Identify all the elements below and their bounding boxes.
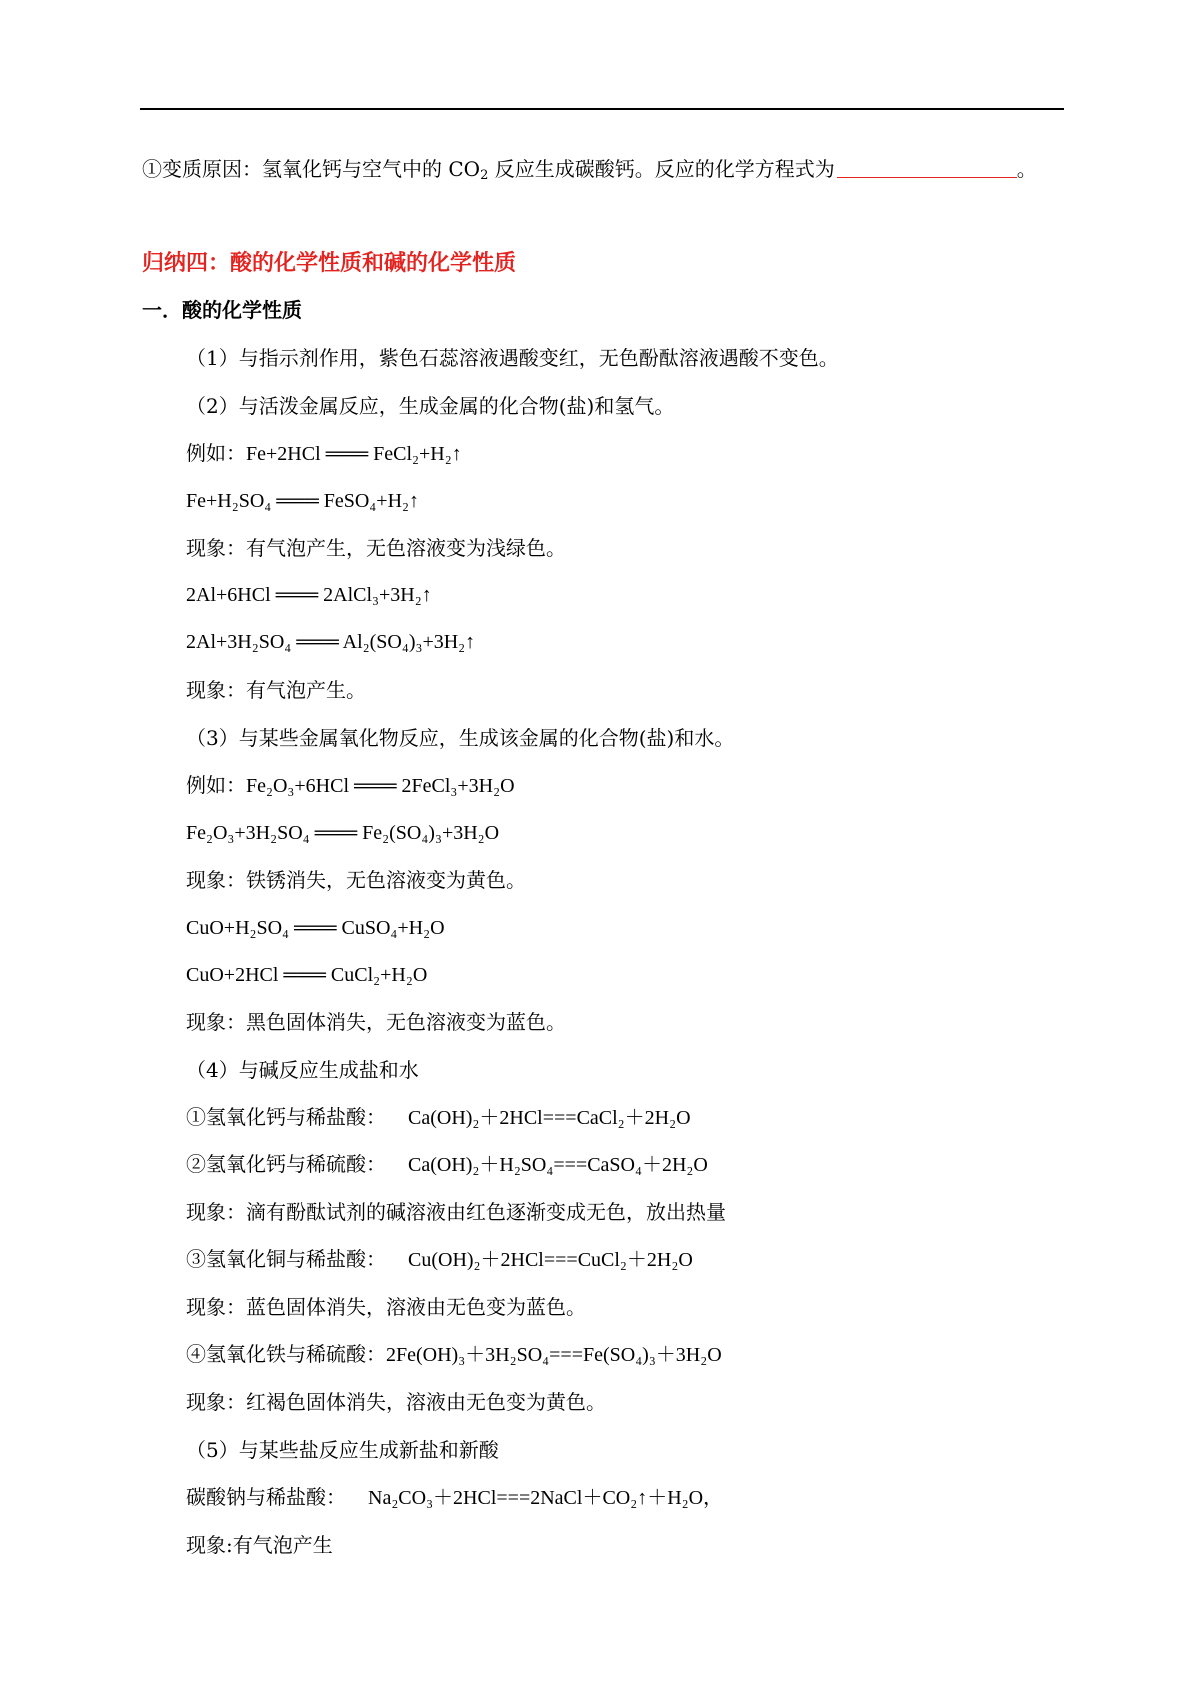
equation: CuO+H₂SO₄ ═══ CuSO₄+H₂O — [186, 917, 445, 939]
equation: Ca(OH)₂＋2HCl===CaCl₂＋2H₂O — [408, 1107, 691, 1129]
equation-line — [186, 772, 515, 800]
observation: 现象：滴有酚酞试剂的碱溶液由红色逐渐变成无色，放出热量 — [186, 1200, 726, 1224]
reaction-label: ②氢氧化钙与稀硫酸： — [186, 1154, 386, 1176]
equation: Fe+H₂SO₄ ═══ FeSO₄+H₂↑ — [186, 490, 419, 512]
reaction-label: 碳酸钠与稀盐酸： — [186, 1487, 346, 1509]
observation: 现象：铁锈消失，无色溶液变为黄色。 — [186, 868, 526, 892]
equation-line — [186, 1246, 693, 1274]
example-label: 例如： — [186, 775, 246, 797]
item-4: （4）与碱反应生成盐和水 — [186, 1058, 419, 1082]
reaction-label: ③氢氧化铜与稀盐酸： — [186, 1249, 386, 1271]
equation-line — [186, 1151, 708, 1179]
equation: 2Al+3H₂SO₄ ═══ Al₂(SO₄)₃+3H₂↑ — [186, 631, 476, 653]
example-label: 例如： — [186, 443, 246, 465]
item-3: （3）与某些金属氧化物反应，生成该金属的化合物(盐)和水。 — [186, 726, 735, 750]
observation: 现象：黑色固体消失，无色溶液变为蓝色。 — [186, 1010, 566, 1034]
observation: 现象：红褐色固体消失，溶液由无色变为黄色。 — [186, 1390, 606, 1414]
observation: 现象:有气泡产生 — [186, 1533, 333, 1557]
reaction-label: ④氢氧化铁与稀硫酸： — [186, 1344, 386, 1366]
equation-line — [186, 440, 462, 468]
item-1: （1）与指示剂作用，紫色石蕊溶液遇酸变红，无色酚酞溶液遇酸不变色。 — [186, 346, 839, 370]
equation: Fe₂O₃+6HCl ═══ 2FeCl₃+3H₂O — [246, 775, 515, 797]
section-title: 归纳四：酸的化学性质和碱的化学性质 — [142, 250, 517, 276]
intro-sub: 2 — [480, 168, 489, 183]
intro-suffix: 反应生成碳酸钙。反应的化学方程式为 — [488, 157, 835, 181]
equation: 2Al+6HCl ═══ 2AlCl₃+3H₂↑ — [186, 584, 432, 606]
answer-blank[interactable] — [837, 157, 1017, 178]
equation: Fe₂O₃+3H₂SO₄ ═══ Fe₂(SO₄)₃+3H₂O — [186, 822, 500, 844]
intro-prefix: ①变质原因：氢氧化钙与空气中的 CO — [142, 157, 481, 181]
intro-end: 。 — [1016, 157, 1037, 181]
item-2: （2）与活泼金属反应，生成金属的化合物(盐)和氢气。 — [186, 394, 675, 418]
equation: Na₂CO₃＋2HCl===2NaCl＋CO₂↑＋H₂O， — [368, 1487, 724, 1509]
header-rule — [140, 108, 1064, 110]
subsection-title: 一．酸的化学性质 — [142, 298, 302, 322]
observation: 现象：有气泡产生。 — [186, 678, 366, 702]
observation: 现象：蓝色固体消失，溶液由无色变为蓝色。 — [186, 1295, 586, 1319]
equation: 2Fe(OH)₃＋3H₂SO₄===Fe(SO₄)₃＋3H₂O — [386, 1344, 722, 1366]
intro-line — [142, 155, 1037, 183]
equation: Ca(OH)₂＋H₂SO₄===CaSO₄＋2H₂O — [408, 1154, 708, 1176]
equation-line — [186, 1484, 723, 1512]
observation: 现象：有气泡产生，无色溶液变为浅绿色。 — [186, 536, 566, 560]
equation: Cu(OH)₂＋2HCl===CuCl₂＋2H₂O — [408, 1249, 693, 1271]
equation-line — [186, 1104, 691, 1132]
equation-line — [186, 1341, 722, 1369]
reaction-label: ①氢氧化钙与稀盐酸： — [186, 1107, 386, 1129]
equation: CuO+2HCl ═══ CuCl₂+H₂O — [186, 964, 428, 986]
equation: Fe+2HCl ═══ FeCl₂+H₂↑ — [246, 443, 462, 465]
item-5: （5）与某些盐反应生成新盐和新酸 — [186, 1438, 499, 1462]
